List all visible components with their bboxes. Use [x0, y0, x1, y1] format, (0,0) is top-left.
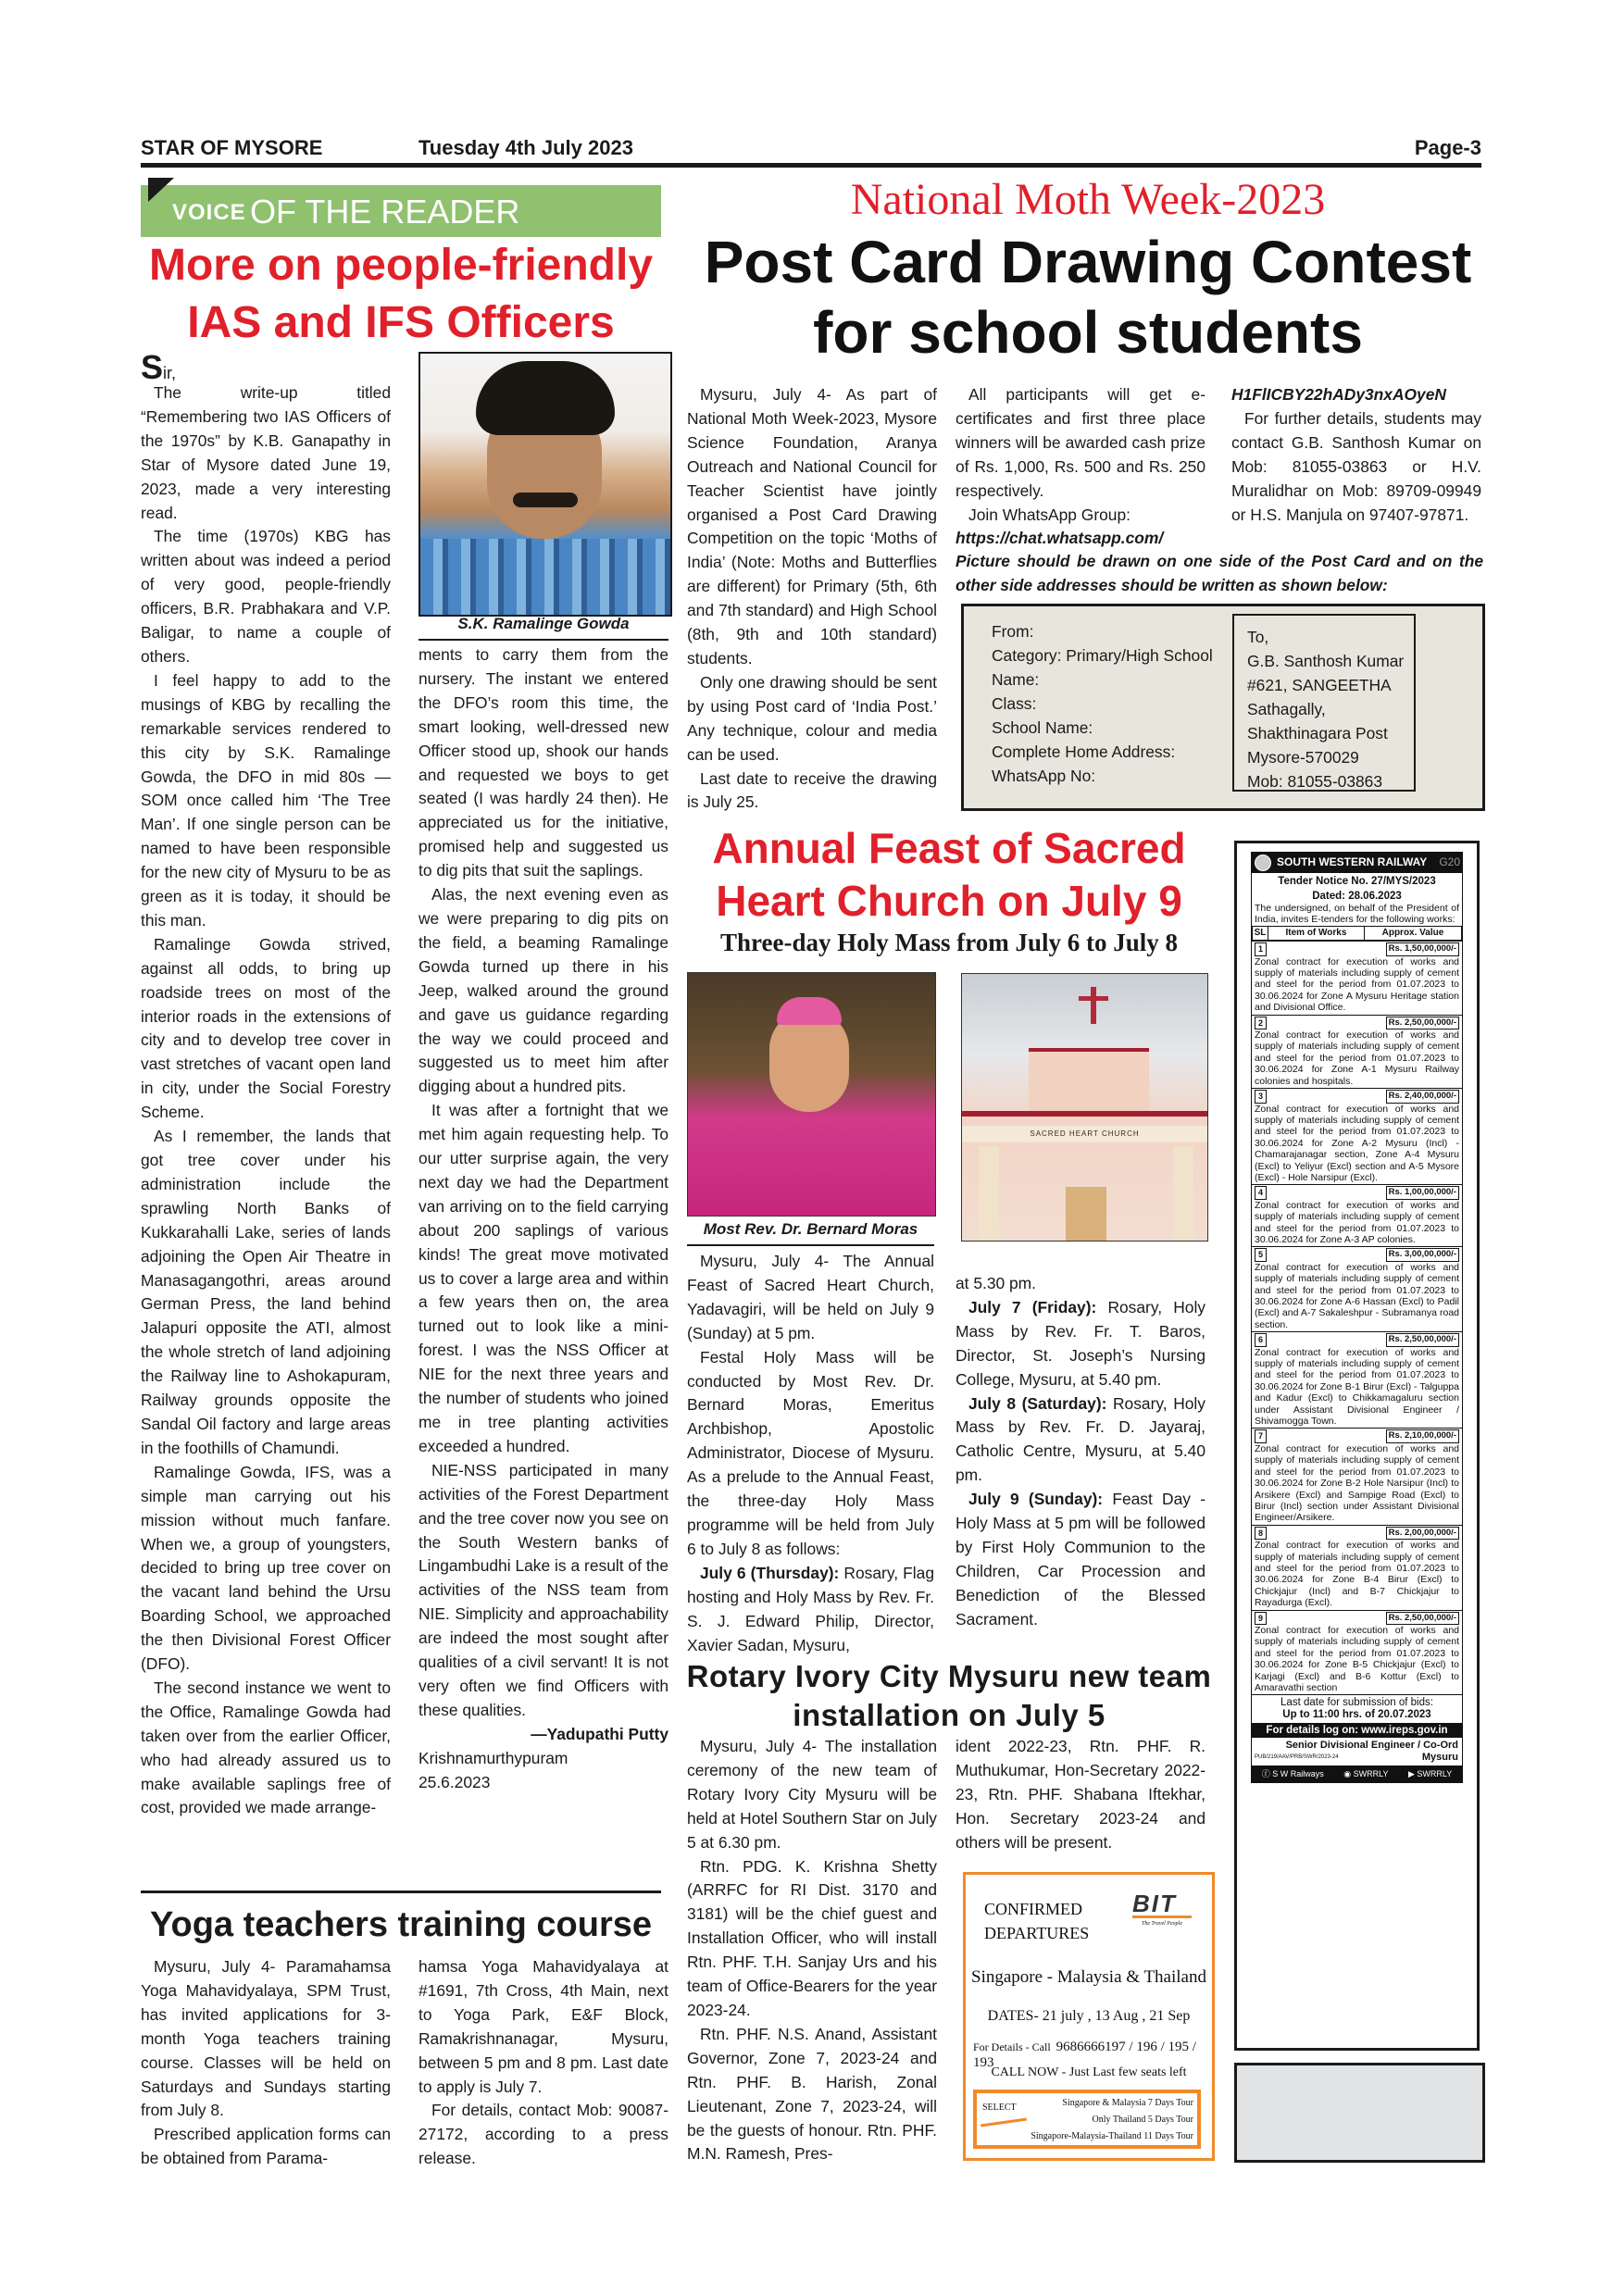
- banner-kicker-large: OF THE READER: [250, 193, 520, 231]
- voice-column-1: [141, 381, 391, 1820]
- paragraph: [956, 1296, 1206, 1392]
- from-line: School Name:: [992, 718, 1093, 737]
- feast-column-1: [687, 1250, 934, 1657]
- blank-ad-space: [1234, 2063, 1485, 2163]
- tender-date: Dated: 28.06.2023: [1312, 891, 1402, 902]
- voice-of-reader-banner: [141, 185, 661, 237]
- paragraph: Mysuru, July 4- Paramahamsa Yoga Mahavidyalaya, SPM Trust, has invited applications for 3-month Yoga teachers training course. Classes will be held on Saturdays and Sundays starting from July 8.: [141, 1957, 391, 2120]
- dropcap: S: [141, 348, 164, 386]
- day-label: July 7 (Friday):: [968, 1297, 1097, 1316]
- paragraph: Mysuru, July 4- As part of National Moth Week-2023, Mysore Science Foundation, Aranya Outreach and National Council for Teacher Scientist have jointly organised a Post Card Drawing Competition on the topic ‘Moths of India’ (Note: Moths and Butterflies are different) for Primary (5th, 6th and 7th standard) and High School (8th, 9th and 10th standard) students.: [687, 385, 937, 668]
- paragraph: [956, 1392, 1206, 1489]
- moth-column-3: [1231, 383, 1481, 527]
- photo-zucchetto: [777, 997, 842, 1025]
- ad-confirmed: [984, 1897, 1089, 1945]
- day-text: Rosary, Holy Mass by Rev. Fr. D. Jayaraj, Catholic Centre, Mysuru, at 5.40 pm.: [956, 1393, 1206, 1485]
- paragraph: [956, 1488, 1206, 1631]
- photo-shirt: [420, 539, 670, 617]
- to-line: To,: [1247, 628, 1269, 646]
- cross-icon-bar: [1079, 996, 1108, 1001]
- item-text: Zonal contract for execution of works and supply of materials including supply of cement and steel for the period from 01.07.2023 to 30.06.2024 for Zone B-5 Chickjajur (Excl) to Karjagi (Excl) and B-6 Kottur (Excl) to Amaravathi section: [1255, 1624, 1459, 1693]
- day-label: July 8 (Saturday):: [968, 1393, 1107, 1413]
- ad-tour-item: Only Thailand 5 Days Tour: [1092, 2115, 1193, 2125]
- railway-org: SOUTH WESTERN RAILWAY: [1277, 855, 1428, 868]
- item-text: Zonal contract for execution of works and supply of materials including supply of cement and steel for the period from 01.07.2023 to 30.06.2024 for Zone A-6 Hassan (Excl) to Padil (Excl) and A-7 Sakaleshpur - Subramanya road section.: [1255, 1261, 1459, 1330]
- paragraph: Ramalinge Gowda, IFS, was a simple man carrying out his mission without much fanfare. When we, a group of youngsters, decided to bring up tree cover on the vacant land behind the Ursu Boarding School, we approached the then Divisional Forest Officer (DFO).: [141, 1462, 391, 1674]
- masthead: [141, 134, 1481, 164]
- paragraph: The time (1970s) KBG has written about was indeed a period of very good, people-friendly officers, B.R. Prabhakara and V.P. Baligar, to name a couple of others.: [141, 527, 391, 666]
- ad-confirmed-line2: DEPARTURES: [984, 1924, 1090, 1942]
- item-value: Rs. 1,50,00,000/-: [1386, 942, 1459, 955]
- letter-signature: —Yadupathi Putty: [531, 1724, 668, 1743]
- from-line: From:: [992, 622, 1034, 641]
- signatory: [1252, 1738, 1462, 1766]
- from-line: WhatsApp No:: [992, 767, 1096, 785]
- ad-select-underline: [981, 2118, 1027, 2128]
- paragraph: As I remember, the lands that got tree cover under his administration include the sprawling North Banks of Kukkarahalli Lake, series of lands adjoining the Open Air Theatre in Manasagangothri, areas around German Press, the land behind Jalapuri opposite the ATI, almost the whole stretch of land adjoining the Railway line to Ashokapuram, Railway grounds opposite the Sandal Oil factory and large areas in the foothills of Chamundi.: [141, 1127, 391, 1457]
- paragraph: For further details, students may contact G.B. Santhosh Kumar on Mob: 81055-03863 or H.V. Muralidhar on Mob: 89709-09949 or H.S. Manjula on 97407-97871.: [1231, 408, 1481, 524]
- day-label: July 6 (Thursday):: [700, 1563, 840, 1582]
- paragraph: at 5.30 pm.: [956, 1274, 1037, 1292]
- postcard-to-block: [1232, 614, 1416, 792]
- col-item: Item of Works: [1268, 926, 1365, 940]
- item-value: Rs. 2,50,00,000/-: [1386, 1333, 1459, 1346]
- col-sl: SL: [1253, 926, 1268, 940]
- item-sl: 8: [1255, 1527, 1267, 1540]
- church-sign: SACRED HEART CHURCH: [962, 1126, 1207, 1142]
- paper-name: STAR OF MYSORE: [141, 136, 323, 159]
- whatsapp-link[interactable]: https://chat.whatsapp.com/: [956, 529, 1164, 548]
- to-line: Sathagally,: [1247, 700, 1326, 718]
- item-sl: 3: [1255, 1090, 1267, 1103]
- tender-item: [1252, 941, 1462, 1014]
- letter-place: Krishnamurthypuram: [418, 1748, 568, 1767]
- paragraph: hamsa Yoga Mahavidyalaya at #1691, 7th Cross, 4th Main, next to Yoga Park, E&F Block, Ramakrishnanagar, Mysuru, between 5 pm and 8 pm. Last date to apply is July 7.: [418, 1957, 668, 2096]
- item-text: Zonal contract for execution of works and supply of materials including supply of cement and steel for the period from 01.07.2023 to 30.06.2024 for Zone B-4 Birur (Excl) to Chickjajur (Incl) and B-7 Chickjajur to Rayadurga (Excl).: [1255, 1540, 1459, 1609]
- moth-column-1: [687, 383, 937, 815]
- section-divider: [141, 1890, 661, 1893]
- item-value: Rs. 1,00,00,000/-: [1386, 1186, 1459, 1199]
- church-door: [1066, 1187, 1106, 1242]
- travel-advertisement[interactable]: [963, 1872, 1215, 2161]
- day-text: Rosary, Holy Mass by Rev. Fr. T. Baros, Director, St. Joseph’s Nursing College, Mysuru, at 5.40 pm.: [956, 1297, 1206, 1389]
- ad-select-label: SELECT: [982, 2103, 1017, 2113]
- paragraph: Mysuru, July 4- The Annual Feast of Sacred Heart Church, Yadavagiri, will be held on July 9 (Sunday) at 5 pm.: [687, 1252, 934, 1342]
- paragraph: Only one drawing should be sent by using Post card of ‘India Post.’ Any technique, colour and media can be used.: [687, 672, 937, 764]
- ad-call-label: For Details - Call: [973, 2040, 1051, 2053]
- item-text: Zonal contract for execution of works and supply of materials including supply of cement and steel for the period from 01.07.2023 to 30.06.2024 for Zone B-2 Hole Narsipur (Incl) to Arsikere (Excl) and Sampige Road (Excl) to Birur (Incl) section under Assistant Divisional Engineer/Arsikere.: [1255, 1442, 1459, 1524]
- feast-subhead: Three-day Holy Mass from July 6 to July 8: [719, 929, 1178, 956]
- voice-headline: More on people-friendly IAS and IFS Officers: [148, 241, 654, 347]
- last-date-value: Up to 11:00 hrs. of 20.07.2023: [1282, 1709, 1431, 1721]
- signatory-place: Mysuru: [1421, 1752, 1458, 1764]
- ad-call-now: CALL NOW - Just Last few seats left: [991, 2065, 1187, 2079]
- signatory-title: Senior Divisional Engineer / Co-Ord: [1285, 1740, 1458, 1752]
- paragraph: For details, contact Mob: 90087-27172, according to a press release.: [418, 2101, 668, 2168]
- postcard-from-block: [992, 619, 1213, 788]
- postcard-sample: [961, 604, 1485, 811]
- last-date-label: Last date for submission of bids:: [1280, 1697, 1433, 1709]
- church-tower: [1029, 1048, 1149, 1117]
- ad-destinations: Singapore - Malaysia & Thailand: [971, 1967, 1206, 1987]
- day-text: Rosary, Flag hosting and Holy Mass by Rev. Fr. S. J. Edward Philip, Director, Xavier Sadan, Mysuru,: [687, 1563, 934, 1654]
- item-text: Zonal contract for execution of works and supply of materials including supply of cement and steel for the period from 01.07.2023 to 30.06.2024 for Zone A Mysuru Heritage station and Divisional Office.: [1255, 955, 1459, 1014]
- to-line: Mob: 81055-03863: [1247, 772, 1383, 791]
- from-line: Class:: [992, 694, 1037, 713]
- banner-kicker-small: VOICE: [172, 200, 246, 225]
- ireps-link[interactable]: For details log on: www.ireps.gov.in: [1252, 1723, 1462, 1738]
- cross-icon: [1091, 987, 1096, 1024]
- to-line: G.B. Santhosh Kumar: [1247, 652, 1405, 670]
- item-sl: 1: [1255, 942, 1267, 955]
- tender-item: [1252, 1610, 1462, 1695]
- tender-item: [1252, 1428, 1462, 1524]
- railway-header: [1251, 852, 1463, 872]
- church-photo: [961, 973, 1208, 1242]
- rotary-column-1: [687, 1735, 937, 2166]
- tender-item: [1252, 1525, 1462, 1610]
- rotary-column-2: [956, 1735, 1206, 1855]
- item-sl: 9: [1255, 1612, 1267, 1625]
- yoga-column-1: [141, 1955, 391, 2171]
- to-line: Shakthinagara Post: [1247, 724, 1388, 742]
- church-pillar: [1173, 1146, 1193, 1242]
- yoga-column-2: [418, 1955, 668, 2171]
- to-line: #621, SANGEETHA: [1247, 676, 1392, 694]
- bit-tagline: The Travel People: [1142, 1921, 1182, 1927]
- item-sl: 2: [1255, 1017, 1267, 1029]
- paragraph: NIE-NSS participated in many activities of the Forest Department and the tree cover now you see on the South Western banks of Lingambudhi Lake is a result of the activities of the NSS team from NIE. Simplicity and approachability are indeed the most sought after qualities of a civil servant! It is not very often we find Officers with these qualities.: [418, 1460, 668, 1719]
- to-line: Mysore-570029: [1247, 748, 1359, 767]
- feast-column-2: [956, 1272, 1206, 1632]
- col-value: Approx. Value: [1364, 926, 1461, 940]
- paragraph: ments to carry them from the nursery. The instant we entered the DFO’s room this time, the smart looking, well-dressed new Officer stood up, shook our hands and requested we boys to get seated (I was hardly 24 then). He appreciated us for the initiative, promised help and suggested us to dig pits that suit the saplings.: [418, 645, 668, 880]
- item-value: Rs. 2,50,00,000/-: [1386, 1612, 1459, 1625]
- ad-tour-item: Singapore-Malaysia-Thailand 11 Days Tour: [1031, 2131, 1193, 2141]
- paragraph: Mysuru, July 4- The installation ceremony of the new team of Rotary Ivory City Mysuru will be held at Hotel Southern Star on July 5 at 6.30 pm.: [687, 1737, 937, 1852]
- item-sl: 6: [1255, 1333, 1267, 1346]
- item-text: Zonal contract for execution of works and supply of materials including supply of cement and steel for the period from 01.07.2023 to 30.06.2024 for Zone A-3 AP colonies.: [1255, 1199, 1459, 1245]
- bit-logo-icon: BIT: [1132, 1890, 1192, 1918]
- ad-dates: DATES- 21 july , 13 Aug , 21 Sep: [987, 2008, 1191, 2024]
- facebook-handle: S W Railways: [1272, 1769, 1324, 1779]
- tender-table-header: [1252, 926, 1462, 941]
- twitter-icon-handle[interactable]: ◉ SWRRLY: [1343, 1769, 1389, 1779]
- photo-hair: [476, 361, 615, 435]
- from-line: Name:: [992, 670, 1040, 689]
- paragraph: I feel happy to add to the musings of KBG by recalling the remarkable services rendered to this city by S.K. Ramalinge Gowda, the DFO in mid 80s — SOM once called him ‘The Tree Man’. If one single person can be named to have been responsible for the new city of Mysuru to be as green as it is today, it should be this man.: [141, 670, 391, 930]
- last-date: [1252, 1694, 1462, 1723]
- voice-column-2: [418, 643, 668, 1795]
- ad-tour-item: Singapore & Malaysia 7 Days Tour: [1062, 2098, 1193, 2108]
- masthead-rule: [141, 163, 1481, 168]
- picture-note: Picture should be drawn on one side of the Post Card and on the other side addresses should be written as shown below:: [956, 552, 1483, 594]
- item-sl: 7: [1255, 1429, 1267, 1442]
- corner-triangle-icon: [148, 178, 174, 202]
- railway-tender-notice[interactable]: [1251, 852, 1463, 1783]
- salutation-rest: ir,: [163, 364, 177, 382]
- tender-item: [1252, 1015, 1462, 1088]
- ad-tour-list: [1031, 2095, 1193, 2145]
- feast-headline-line2: Heart Church on July 9: [716, 877, 1182, 925]
- portrait-photo: [418, 352, 672, 617]
- item-value: Rs. 2,40,00,000/-: [1386, 1090, 1459, 1103]
- item-sl: 4: [1255, 1186, 1267, 1199]
- paragraph: The second instance we went to the Office, Ramalinge Gowda had taken over from the earlier Officer, who had already assured us to make available saplings free of cost, provided we made arrange-: [141, 1678, 391, 1817]
- g20-logo-icon: G20: [1439, 855, 1460, 868]
- paragraph: The write-up titled “Remembering two IAS Officers of the 1970s” by K.B. Ganapathy in Star of Mysore dated June 19, 2023, made a very interesting read.: [141, 383, 391, 522]
- paragraph: Festal Holy Mass will be conducted by Most Rev. Dr. Bernard Moras, Emeritus Archbishop, Apostolic Administrator, Diocese of Mysuru. As a prelude to the Annual Feast, the three-day Holy Mass programme will be held from July 6 to July 8 as follows:: [687, 1347, 934, 1558]
- paragraph: Rtn. PHF. N.S. Anand, Assistant Governor, Zone 7, 2023-24 and Rtn. PHF. B. Harish, Zonal Lieutenant, Zone 7, 2023-24, will be the guests of honour. Rtn. PHF. M.N. Ramesh, Pres-: [687, 2024, 937, 2164]
- pub-code: PUB/219/AAV/PRB/SWR/2023-24: [1255, 1754, 1339, 1761]
- paragraph: ident 2022-23, Rtn. PHF. R. Muthukumar, Hon-Secretary 2022-23, Rtn. PHF. Shabana Iftekhar, Hon. Secretary 2023-24 and others will be present.: [956, 1737, 1206, 1852]
- from-line: Category: Primary/High School: [992, 646, 1213, 665]
- youtube-handle: SWRRLY: [1417, 1769, 1453, 1779]
- church-pillar: [979, 1146, 999, 1242]
- archbishop-photo: [687, 972, 936, 1217]
- paragraph: Alas, the next evening even as we were preparing to dig pits on the field, a beaming Ramalinge Gowda turned up there in his Jeep, walked around the ground and gave us guidance regarding the way we could proceed and suggested us to meet him after digging about a hundred pits.: [418, 885, 668, 1096]
- archbishop-caption: Most Rev. Dr. Bernard Moras: [687, 1220, 934, 1246]
- paragraph: Prescribed application forms can be obtained from Parama-: [141, 2125, 391, 2168]
- day-text: Feast Day - Holy Mass at 5 pm will be followed by First Holy Communion to the Children, Car Procession and Benediction of the Blessed Sacrament.: [956, 1490, 1206, 1628]
- photo-moustache: [513, 493, 578, 507]
- item-value: Rs. 2,10,00,000/-: [1386, 1429, 1459, 1442]
- postcard-contest-headline: Post Card Drawing Contest for school students: [704, 229, 1472, 366]
- issue-date: Tuesday 4th July 2023: [418, 136, 633, 159]
- yoga-headline: Yoga teachers training course: [149, 1905, 653, 1944]
- paragraph: All participants will get e-certificates and first three place winners will be awarded cash prize of Rs. 1,000, Rs. 500 and Rs. 250 respectively.: [956, 385, 1206, 500]
- item-sl: 5: [1255, 1248, 1267, 1261]
- tender-intro: The undersigned, on behalf of the President of India, invites E-tenders for the following works:: [1255, 903, 1459, 926]
- tender-number: Tender Notice No. 27/MYS/2023: [1278, 876, 1436, 887]
- paragraph: Last date to receive the drawing is July 25.: [687, 768, 937, 812]
- item-text: Zonal contract for execution of works and supply of materials including supply of cement and steel for the period from 01.07.2023 to 30.06.2024 for Zone B-1 Birur (Excl) - Talguppa and Kadur (Excl) to Chikkamagaluru section under Assistant Divisional Engineer / Shivamogga Town.: [1255, 1346, 1459, 1428]
- ad-phones: 9686666197 / 196 / 195 / 193: [973, 2040, 1196, 2070]
- whatsapp-link-cont[interactable]: H1FlICBY22hADy3nxAOyeN: [1231, 385, 1446, 404]
- from-line: Complete Home Address:: [992, 742, 1176, 761]
- tender-item: [1252, 1184, 1462, 1246]
- feast-headline-line1: Annual Feast of Sacred: [712, 824, 1186, 872]
- photo-head: [769, 1010, 849, 1112]
- moth-column-2: [956, 383, 1206, 551]
- paragraph: [687, 1562, 934, 1658]
- item-text: Zonal contract for execution of works and supply of materials including supply of cement and steel for the period from 01.07.2023 to 30.06.2024 for Zone A-1 Mysuru Railway colonies and hospitals.: [1255, 1029, 1459, 1087]
- item-value: Rs. 2,00,00,000/-: [1386, 1527, 1459, 1540]
- paragraph: Ramalinge Gowda strived, against all odds, to bring up roadside trees on most of the interior roads in the extensions of city and to develop tree cover in vast stretches of vacant open land in city, under the Social Forestry Scheme.: [141, 934, 391, 1122]
- paragraph: Rtn. PDG. K. Krishna Shetty (ARRFC for RI Dist. 3170 and 3181) will be the chief guest and Installation Officer, who will install Rtn. PHF. T.H. Sanjay Urs and his team of Office-Bearers for the year 2023-24.: [687, 1856, 937, 2019]
- facebook-icon-handle[interactable]: ⓕ S W Railways: [1261, 1769, 1324, 1779]
- rotary-headline: Rotary Ivory City Mysuru new team installation on July 5: [686, 1659, 1212, 1732]
- moth-week-kicker: National Moth Week-2023: [850, 175, 1326, 224]
- tender-item: [1252, 1246, 1462, 1331]
- tender-item: [1252, 1088, 1462, 1184]
- paragraph: It was after a fortnight that we met him again requesting help. To our utter surprise again, the very next day we had the Department van arriving on to the field carrying about 200 saplings of various kinds! The great move motivated us to cover a large area and within a few years then on, the area turned out to look like a mini-forest. I was the NSS Officer at NIE for the next three years and the number of students who joined me in tree planting activities exceeded a hundred.: [418, 1101, 668, 1455]
- twitter-handle: SWRRLY: [1353, 1769, 1389, 1779]
- tender-body: [1251, 872, 1463, 1783]
- item-text: Zonal contract for execution of works and supply of materials including supply of cement and steel for the period from 01.07.2023 to 30.06.2024 for Zone A-2 Mysuru (Incl) - Chamarajanagar section, Zone A-4 Mysuru (Excl) to Yeliyur (Excl) section and A-5 Mysore (Excl) - Hole Narsipur (Excl).: [1255, 1103, 1459, 1183]
- letter-date: 25.6.2023: [418, 1772, 491, 1791]
- railway-emblem-icon: [1255, 855, 1271, 871]
- feast-headline: [685, 822, 1213, 928]
- church-band: [962, 1111, 1207, 1117]
- page-number: Page-3: [1414, 136, 1481, 159]
- tender-item: [1252, 1331, 1462, 1428]
- item-value: Rs. 2,50,00,000/-: [1386, 1017, 1459, 1029]
- youtube-icon-handle[interactable]: ▶ SWRRLY: [1407, 1769, 1453, 1779]
- ad-tour-select: [973, 2090, 1201, 2149]
- social-bar: [1252, 1766, 1462, 1782]
- portrait-caption: S.K. Ramalinge Gowda: [418, 615, 668, 641]
- item-value: Rs. 3,00,00,000/-: [1386, 1248, 1459, 1261]
- day-label: July 9 (Sunday):: [968, 1490, 1104, 1509]
- ad-confirmed-line1: CONFIRMED: [984, 1900, 1083, 1918]
- paragraph: Join WhatsApp Group:: [968, 505, 1131, 524]
